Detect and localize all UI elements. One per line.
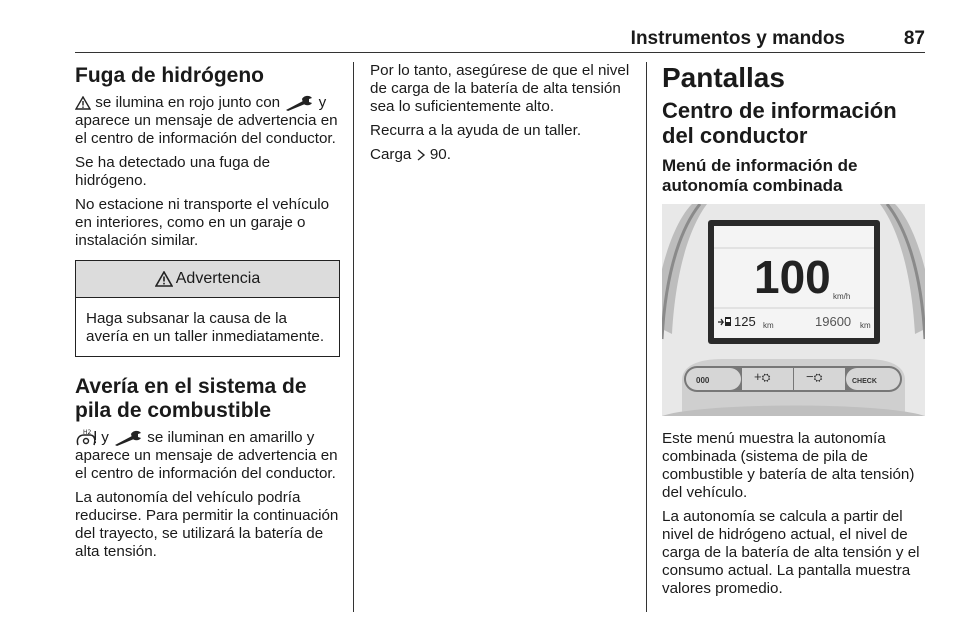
warning-box-body: Haga subsanar la causa de la avería en un taller inmediatamente. [86, 310, 325, 345]
range-value: 125 [734, 314, 756, 329]
fuel-cell-warning-icon [75, 429, 97, 447]
paragraph: se ilumina en rojo junto con y aparece un mensaje de advertencia en el centro de información del conductor. [75, 94, 338, 147]
warning-box-header [76, 261, 339, 298]
warning-triangle-icon [155, 271, 173, 287]
column-2 [370, 62, 630, 170]
heading-combined-range-menu: Menú de información de autonomía combinada [662, 156, 858, 195]
paragraph: Por lo tanto, asegúrese de que el nivel de carga de la batería de alta tensión sea lo suficientemente alto. [370, 62, 630, 115]
instrument-panel-illustration [662, 204, 925, 416]
paragraph: La autonomía se calcula a partir del nivel de hidrógeno actual, el nivel de carga de la batería de alta tensión y el consumo actual. La pantalla muestra valores promedio. [662, 508, 920, 597]
paragraph: No estacione ni transporte el vehículo en interiores, como en un garaje o instalación similar. [75, 196, 330, 249]
heading-driver-info-center: Centro de información del conductor [662, 98, 897, 148]
heading-displays: Pantallas [662, 62, 785, 93]
range-unit: km [763, 321, 774, 330]
column-3 [662, 62, 927, 604]
setting-icon: ⛭ [761, 372, 771, 384]
cross-reference-arrow-icon [416, 149, 426, 161]
setting-icon: ⛭ [813, 372, 823, 384]
section-title: Instrumentos y mandos [630, 28, 845, 49]
warning-box [75, 260, 340, 357]
column-divider [646, 62, 647, 612]
cross-reference-link[interactable]: 90. [425, 146, 451, 163]
page-number: 87 [903, 28, 925, 49]
heading-hydrogen-leak: Fuga de hidrógeno [75, 64, 264, 87]
speed-unit: km/h [833, 292, 851, 301]
odometer-unit: km [860, 321, 871, 330]
paragraph: Se ha detectado una fuga de hidrógeno. [75, 154, 271, 189]
paragraph: H2 y se iluminan en amarillo y aparece un mensaje de advertencia en el centro de información del conductor. [75, 429, 338, 483]
check-button[interactable]: CHECK [852, 378, 877, 385]
paragraph: Carga 90. [370, 146, 451, 163]
heading-fuel-cell-fault: Avería en el sistema de pila de combustible [75, 375, 307, 422]
menu-minus-button[interactable]: −⛭ [806, 369, 823, 384]
fuel-cell-range-icon [718, 316, 732, 327]
speed-value: 100 [754, 251, 831, 303]
warning-triangle-icon [75, 96, 91, 110]
warning-box-title: Advertencia [175, 270, 261, 287]
page-header [75, 28, 925, 53]
odometer-value: 19600 [815, 314, 852, 329]
column-divider [353, 62, 354, 612]
wrench-icon [113, 430, 143, 446]
paragraph: La autonomía del vehículo podría reducirse. Para permitir la continuación del trayecto, se utilizará la batería de alta tensión. [75, 489, 339, 561]
paragraph: Este menú muestra la autonomía combinada (sistema de pila de combustible y batería de alta tensión) del vehículo. [662, 430, 915, 501]
column-1 [75, 62, 340, 567]
paragraph: Recurra a la ayuda de un taller. [370, 122, 582, 139]
wrench-icon [284, 95, 314, 111]
svg-text:H2: H2 [83, 429, 92, 436]
menu-plus-button[interactable]: +⛭ [754, 369, 771, 384]
trip-reset-button[interactable]: 000 [696, 376, 710, 385]
